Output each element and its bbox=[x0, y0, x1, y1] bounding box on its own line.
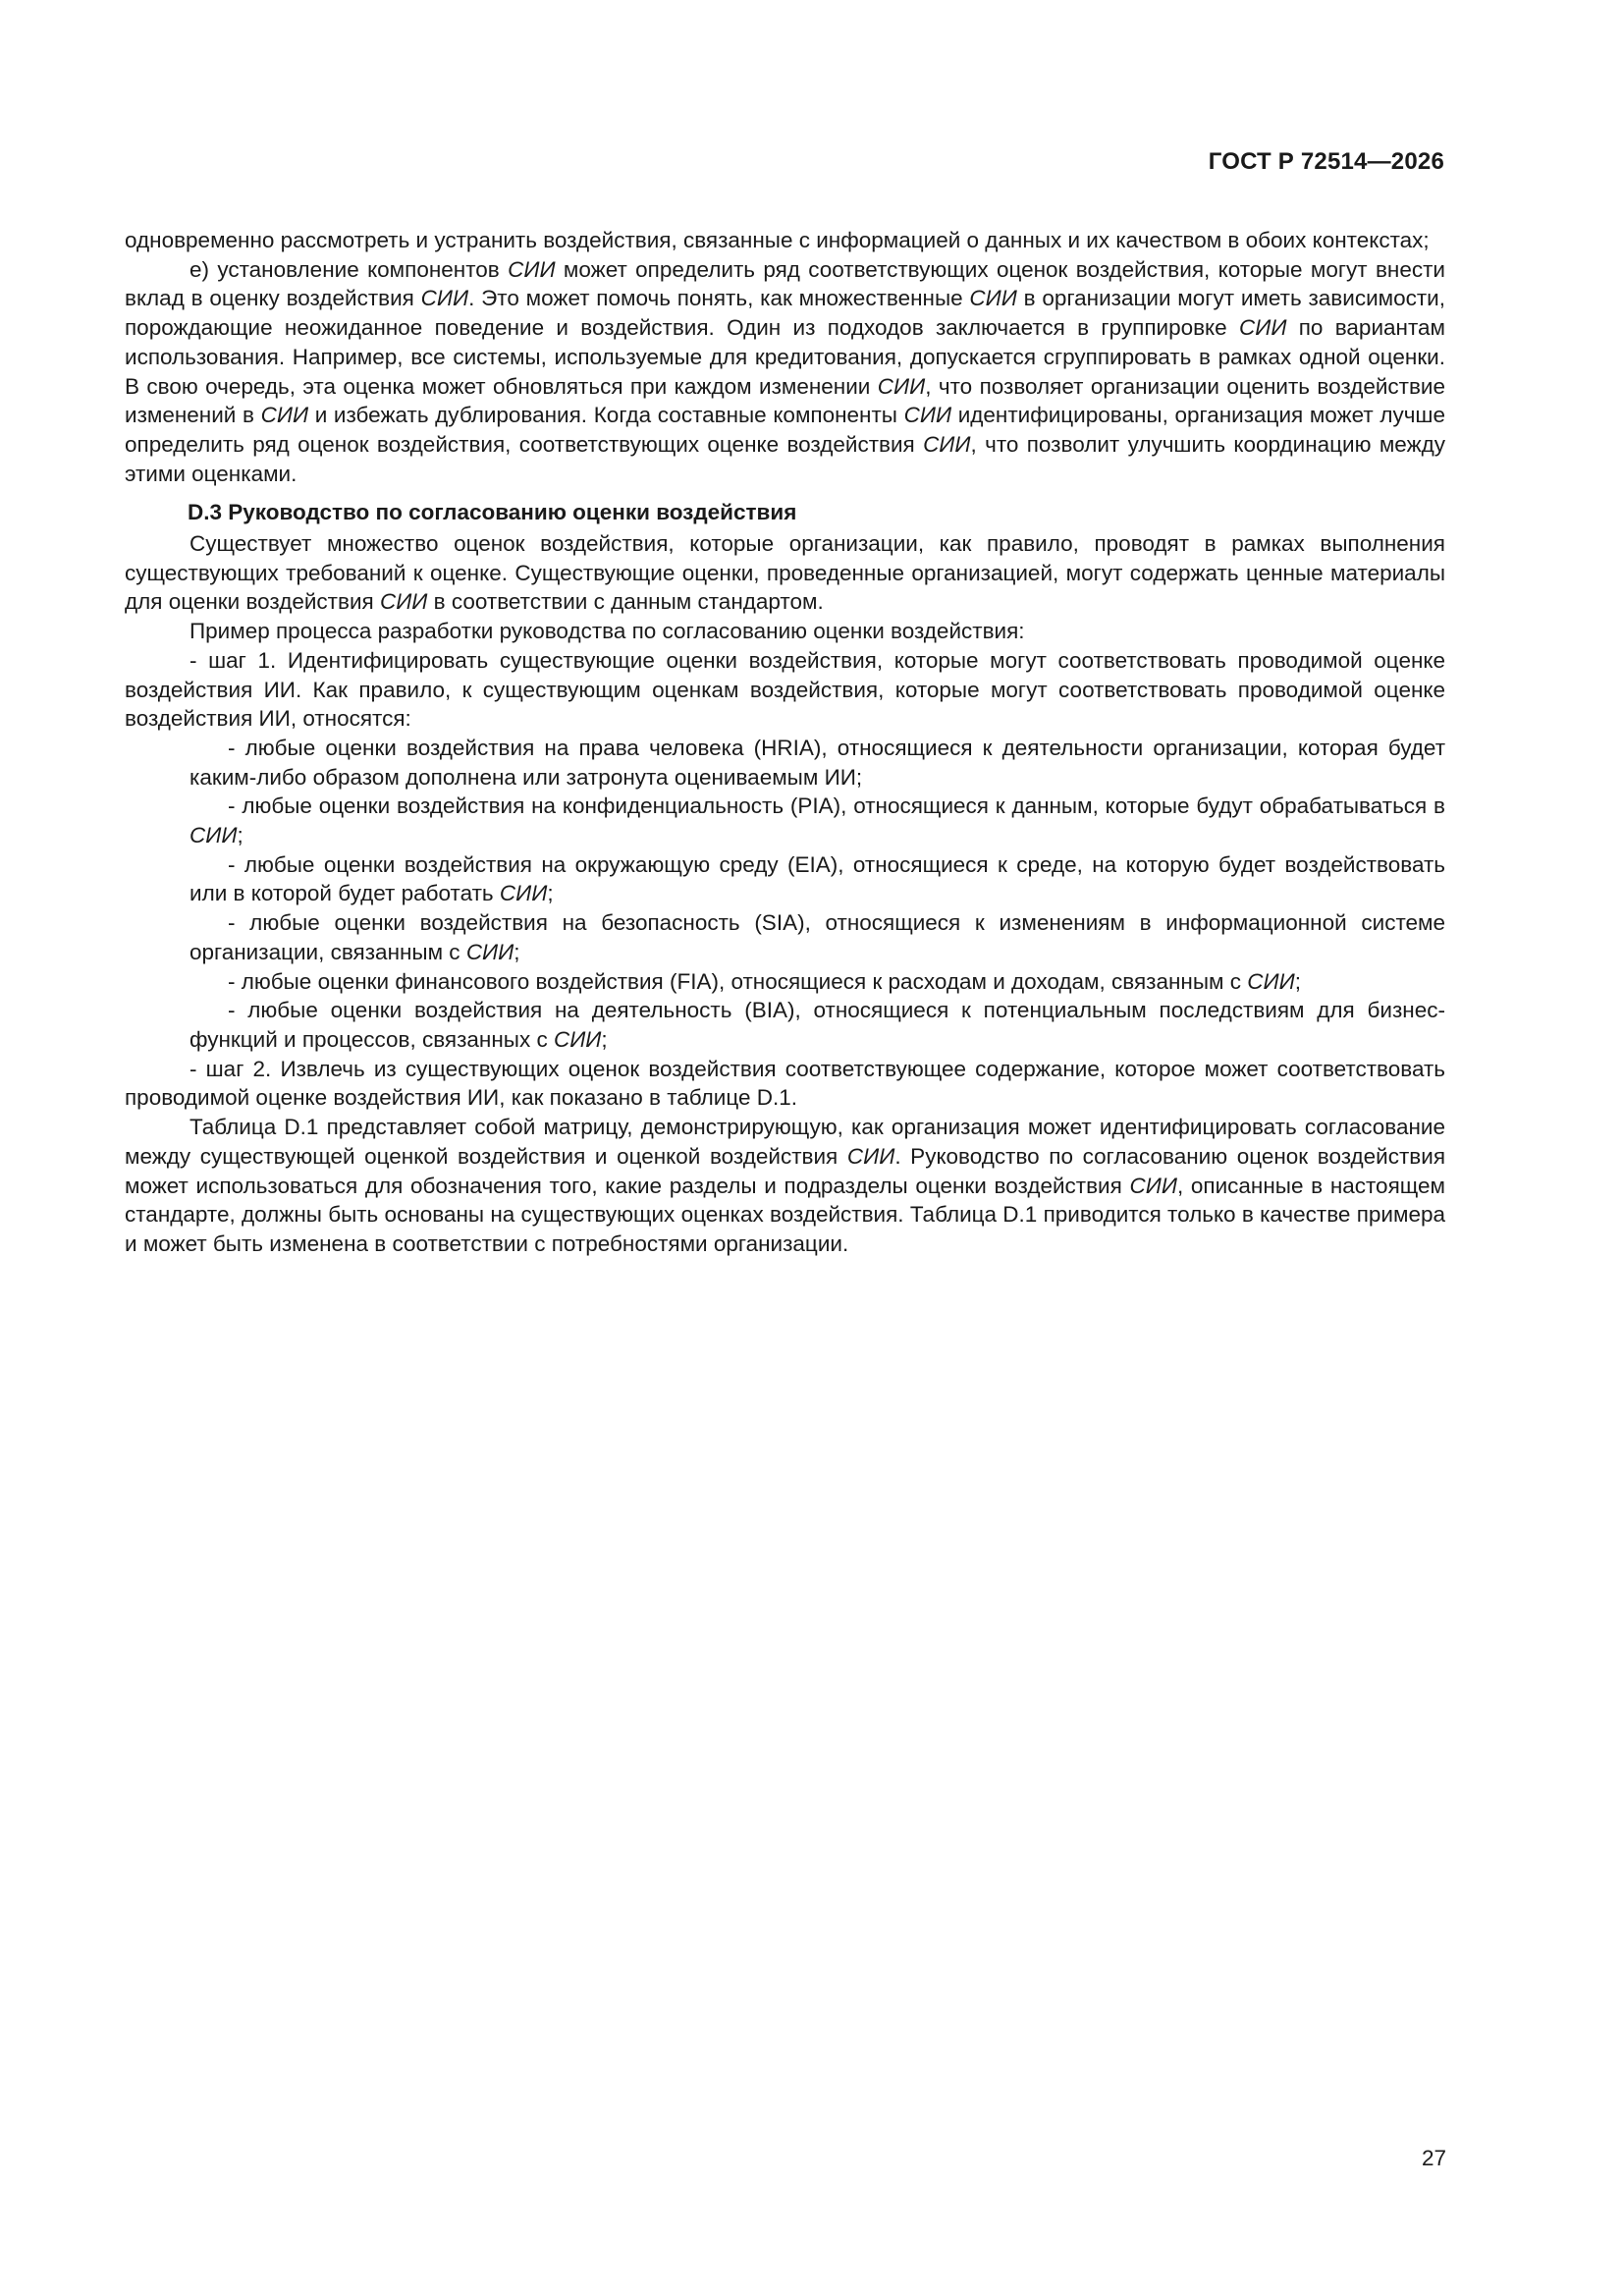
document-number: ГОСТ Р 72514—2026 bbox=[1208, 148, 1444, 175]
paragraph-example: Пример процесса разработки руководства по согласованию оценки воздействия: bbox=[189, 619, 1025, 644]
paragraph-intro: Существует множество оценок воздействия, которые организации, как правило, проводят в рамках выполнения существующих требований к оценке. Существующие оценки, проведенные организацией, могут содержать ценные материалы для оценки воздействия СИИ в соответствии с данным стандартом. bbox=[125, 531, 1445, 615]
page-number: 27 bbox=[1421, 2146, 1446, 2170]
list-item-eia: - любые оценки воздействия на окружающую среду (EIA), относящиеся к среде, на которую будет воздействовать или в которой будет работать СИИ; bbox=[189, 851, 1445, 906]
step-1: - шаг 1. Идентифицировать существующие оценки воздействия, которые могут соответствовать проводимой оценке воздействия ИИ. Как правило, к существующим оценкам воздействия, которые могут соответствовать проводимой оценке воздействия ИИ, относятся: bbox=[125, 647, 1445, 732]
list-item-sia: - любые оценки воздействия на безопасность (SIA), относящиеся к изменениям в информационной системе организации, связанным с СИИ; bbox=[189, 910, 1445, 964]
list-item-fia: - любые оценки финансового воздействия (FIA), относящиеся к расходам и доходам, связанным с СИИ; bbox=[228, 968, 1301, 994]
list-item-bia: - любые оценки воздействия на деятельность (BIA), относящиеся к потенциальным последствиям для бизнес-функций и процессов, связанных с СИИ; bbox=[189, 998, 1445, 1052]
paragraph-table-d1: Таблица D.1 представляет собой матрицу, демонстрирующую, как организация может идентифицировать согласование между существующей оценкой воздействия и оценкой воздействия СИИ. Руководство по согласованию оценок воздействия может использоваться для обозначения того, какие разделы и подразделы оценки воздействия СИИ, описанные в настоящем стандарте, должны быть основаны на существующих оценках воздействия. Таблица D.1 приводится только в качестве примера и может быть изменена в соответствии с потребностями организации. bbox=[125, 1115, 1446, 1256]
list-item-hria: - любые оценки воздействия на права человека (HRIA), относящиеся к деятельности организации, которая будет каким-либо образом дополнена или затронута оцениваемым ИИ; bbox=[189, 735, 1445, 790]
list-item-pia: - любые оценки воздействия на конфиденциальность (PIA), относящиеся к данным, которые будут обрабатываться в СИИ; bbox=[189, 793, 1445, 848]
paragraph-continuation: одновременно рассмотреть и устранить воздействия, связанные с информацией о данных и их качеством в обоих контекстах; bbox=[125, 228, 1430, 252]
paragraph-item-e: е) установление компонентов СИИ может определить ряд соответствующих оценок воздействия, которые могут внести вклад в оценку воздействия СИИ. Это может помочь понять, как множественные СИИ в организации могут иметь зависимости, порождающие неожиданное поведение и воздействия. Один из подходов заключается в группировке СИИ по вариантам использования. Например, все системы, используемые для кредитования, допускается сгруппировать в рамках одной оценки. В свою очередь, эта оценка может обновляться при каждом изменении СИИ, что позволяет организации оценить воздействие изменений в СИИ и избежать дублирования. Когда составные компоненты СИИ идентифицированы, организация может лучше определить ряд оценок воздействия, соответствующих оценке воздействия СИИ, что позволит улучшить координацию между этими оценками. bbox=[125, 256, 1445, 486]
document-body bbox=[125, 226, 1445, 1259]
step-2: - шаг 2. Извлечь из существующих оценок воздействия соответствующее содержание, которое может соответствовать проводимой оценке воздействия ИИ, как показано в таблице D.1. bbox=[125, 1056, 1445, 1111]
section-heading: D.3 Руководство по согласованию оценки воздействия bbox=[188, 500, 797, 525]
